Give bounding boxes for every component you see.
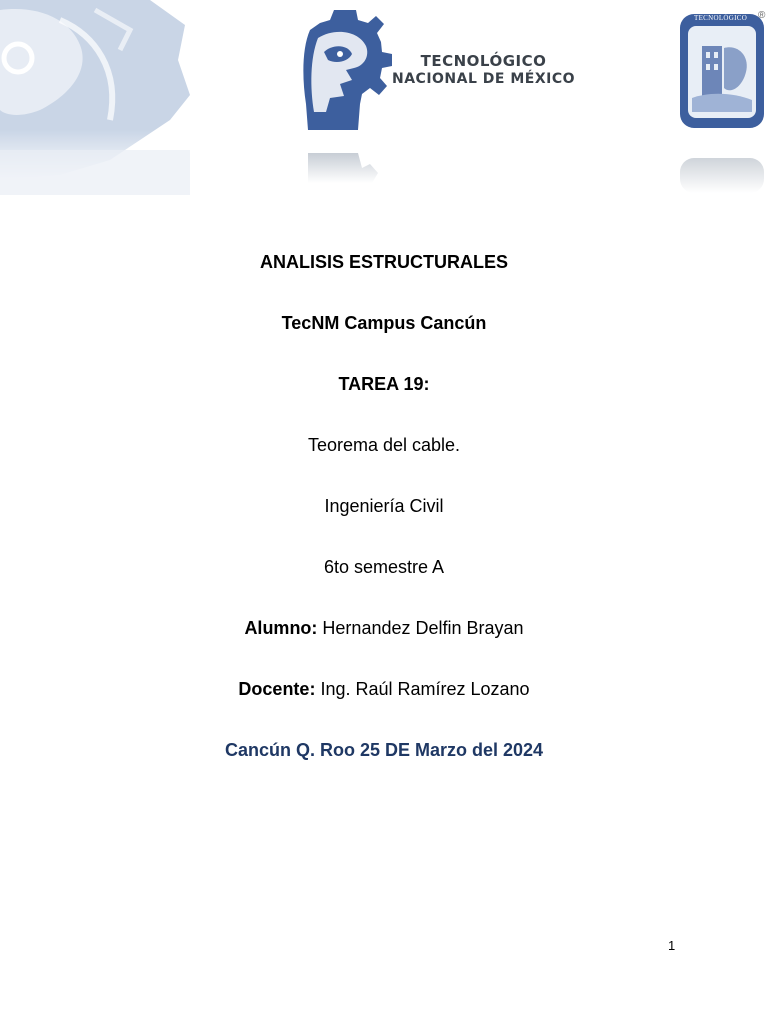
teacher-label: Docente: xyxy=(238,679,316,699)
student-name: Hernandez Delfin Brayan xyxy=(317,618,524,638)
teacher-name: Ing. Raúl Ramírez Lozano xyxy=(315,679,530,699)
cover-assignment: TAREA 19: xyxy=(338,374,430,394)
cover-campus: TecNM Campus Cancún xyxy=(281,313,487,333)
campus-logo-text: TECNOLÓGICO xyxy=(694,14,748,22)
cover-date: Cancún Q. Roo 25 DE Marzo del 2024 xyxy=(224,740,544,760)
cover-semester: 6to semestre A xyxy=(323,557,445,577)
registered-mark-icon: ® xyxy=(758,10,766,21)
tecnm-logo xyxy=(300,8,550,193)
cover-topic: Teorema del cable. xyxy=(307,435,461,455)
cover-student xyxy=(0,617,768,639)
tecnm-logo-line1: TECNOLÓGICO xyxy=(420,52,547,70)
student-label: Alumno: xyxy=(244,618,318,638)
tecnm-logo-text xyxy=(392,52,575,88)
cover-title: ANALISIS ESTRUCTURALES xyxy=(259,252,508,272)
cover-teacher xyxy=(0,678,768,700)
page-header xyxy=(0,0,768,200)
eagle-emblem-watermark xyxy=(0,0,190,195)
cover-career: Ingeniería Civil xyxy=(324,496,444,516)
page-number: 1 xyxy=(668,938,676,953)
campus-cancun-logo xyxy=(672,8,768,193)
tecnm-logo-line2: NACIONAL DE MÉXICO xyxy=(392,71,576,87)
